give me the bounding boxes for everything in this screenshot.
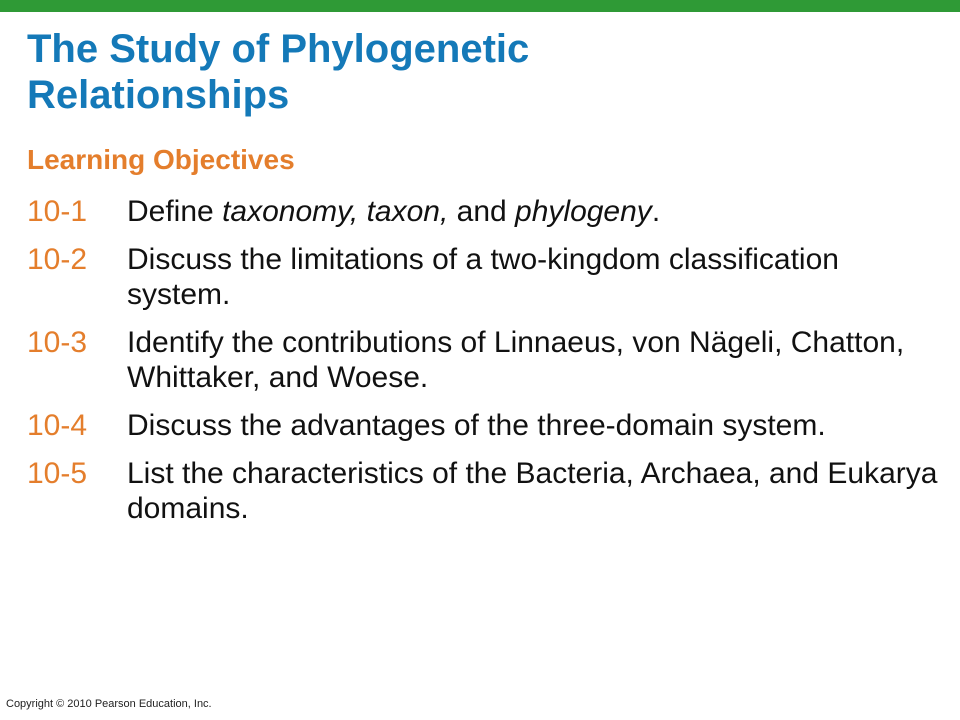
objective-number: 10-5 bbox=[27, 457, 88, 490]
objectives-list bbox=[27, 194, 942, 539]
slide-title-line: Relationships bbox=[27, 73, 290, 117]
objective-text-part: Define bbox=[127, 195, 223, 228]
objective-text-part: and bbox=[448, 195, 516, 228]
section-subtitle: Learning Objectives bbox=[27, 144, 295, 175]
objective-item bbox=[27, 194, 942, 229]
objective-item bbox=[27, 456, 942, 526]
objective-text bbox=[127, 408, 942, 443]
objective-item bbox=[27, 242, 942, 312]
objective-number: 10-3 bbox=[27, 326, 88, 359]
objective-item bbox=[27, 408, 942, 443]
objective-text-part: Discuss the advantages of the three-domain system. bbox=[127, 409, 826, 442]
objective-item bbox=[27, 325, 942, 395]
objective-number: 10-2 bbox=[27, 243, 88, 276]
slide-title bbox=[27, 26, 927, 118]
copyright-notice: Copyright © 2010 Pearson Education, Inc. bbox=[6, 698, 212, 710]
objective-text bbox=[127, 194, 942, 229]
objective-text-part: List the characteristics of the Bacteria, Archaea, and Eukarya domains. bbox=[127, 457, 938, 525]
top-accent-bar bbox=[0, 0, 960, 12]
objective-term: taxonomy, taxon, bbox=[222, 195, 449, 228]
objective-text-part: Identify the contributions of Linnaeus, von Nägeli, Chatton, Whittaker, and Woese. bbox=[127, 326, 905, 394]
objective-number: 10-1 bbox=[27, 195, 88, 228]
objective-text bbox=[127, 242, 942, 312]
objective-text bbox=[127, 456, 942, 526]
slide-title-line: The Study of Phylogenetic bbox=[27, 27, 530, 71]
objective-text-part: Discuss the limitations of a two-kingdom classification system. bbox=[127, 243, 839, 311]
objective-text-part: . bbox=[651, 195, 661, 228]
objective-number: 10-4 bbox=[27, 409, 88, 442]
objective-text bbox=[127, 325, 942, 395]
objective-term: phylogeny bbox=[515, 195, 652, 228]
